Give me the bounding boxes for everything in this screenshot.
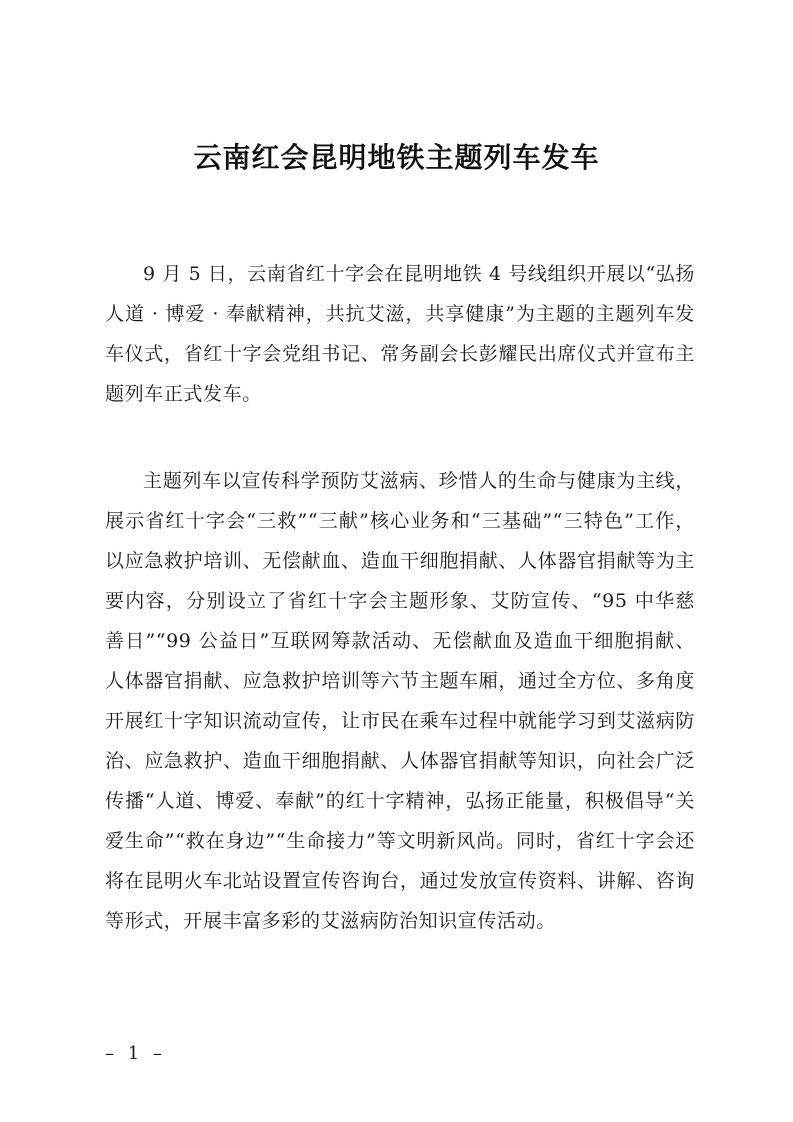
paragraph-train-content: 主题列车以宣传科学预防艾滋病、珍惜人的生命与健康为主线，展示省红十字会“三救”“三献”核心业务和“三基础”“三特色”工作，以应急救护培训、无偿献血、造血干细胞捐献、人体器官捐献等为主要内容，分别设立了省红十字会主题形象、艾防宣传、“95 中华慈善日”“99 公益日”互联网筹款活动、无偿献血及造血干细胞捐献、人体器官捐献、应急救护培训等六节主题车厢，通过全方位、多角度开展红十字知识流动宣传，让市民在乘车过程中就能学习到艾滋病防治、应急救护、造血干细胞捐献、人体器官捐献等知识，向社会广泛传播“人道、博爱、奉献”的红十字精神，弘扬正能量，积极倡导“关爱生命”“救在身边”“生命接力”等文明新风尚。同时，省红十字会还将在昆明火车北站设置宣传咨询台，通过发放宣传资料、讲解、咨询等形式，开展丰富多彩的艾滋病防治知识宣传活动。 bbox=[105, 470, 695, 932]
page-title: 云南红会昆明地铁主题列车发车 bbox=[193, 141, 600, 174]
page-number: – 1 – bbox=[105, 1043, 166, 1064]
paragraph-event-summary: 9 月 5 日，云南省红十字会在昆明地铁 4 号线组织开展以“弘扬人道 · 博爱 · 奉献精神，共抗艾滋，共享健康”为主题的主题列车发车仪式，省红十字会党组书记、常务副会长彭耀民出席仪式并宣布主题列车正式发车。 bbox=[105, 263, 695, 405]
